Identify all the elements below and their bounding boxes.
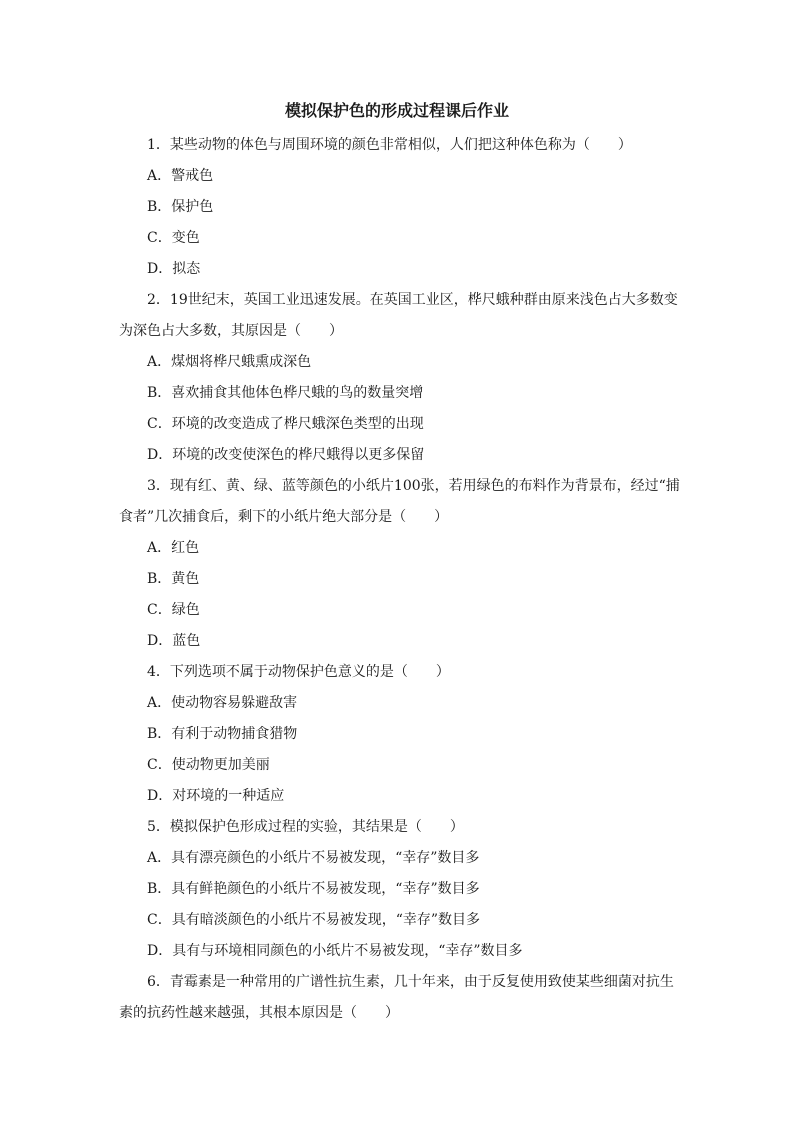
question-stem: 1．某些动物的体色与周围环境的颜色非常相似，人们把这种体色称为（ ） <box>147 137 632 153</box>
question-3 <box>119 471 683 657</box>
option-a: A．警戒色 <box>147 168 214 184</box>
option-b: B．保护色 <box>147 199 214 215</box>
option-a: A．煤烟将桦尺蛾熏成深色 <box>147 354 312 370</box>
question-5 <box>119 812 683 967</box>
option-c: C．具有暗淡颜色的小纸片不易被发现，“幸存”数目多 <box>147 912 481 928</box>
option-b: B．有利于动物捕食猎物 <box>147 726 298 742</box>
document-title: 模拟保护色的形成过程课后作业 <box>284 101 509 120</box>
option-d: D．对环境的一种适应 <box>147 788 285 804</box>
option-d: D．环境的改变使深色的桦尺蛾得以更多保留 <box>147 447 425 463</box>
question-2 <box>119 285 683 471</box>
option-b: B．喜欢捕食其他体色桦尺蛾的鸟的数量突增 <box>147 385 424 401</box>
question-4 <box>119 657 683 812</box>
option-b: B．具有鲜艳颜色的小纸片不易被发现，“幸存”数目多 <box>147 881 480 897</box>
option-c: C．使动物更加美丽 <box>147 757 270 773</box>
option-b: B．黄色 <box>147 571 200 587</box>
option-c: C．绿色 <box>147 602 200 618</box>
option-c: C．环境的改变造成了桦尺蛾深色类型的出现 <box>147 416 424 432</box>
option-a: A．红色 <box>147 540 200 556</box>
question-stem: 6．青霉素是一种常用的广谱性抗生素，几十年来，由于反复使用致使某些细菌对抗生素的抗药性越来越强，其根本原因是（ ） <box>119 974 674 1021</box>
question-stem: 2．19世纪末，英国工业迅速发展。在英国工业区，桦尺蛾种群由原来浅色占大多数变为深色占大多数，其原因是（ ） <box>119 292 678 339</box>
question-6 <box>119 967 683 1029</box>
option-a: A．具有漂亮颜色的小纸片不易被发现，“幸存”数目多 <box>147 850 480 866</box>
option-d: D．具有与环境相同颜色的小纸片不易被发现，“幸存”数目多 <box>147 943 523 959</box>
option-d: D．拟态 <box>147 261 201 277</box>
question-1 <box>119 130 683 285</box>
question-stem: 4．下列选项不属于动物保护色意义的是（ ） <box>147 664 450 680</box>
option-a: A．使动物容易躲避敌害 <box>147 695 298 711</box>
option-d: D．蓝色 <box>147 633 201 649</box>
question-stem: 5．模拟保护色形成过程的实验，其结果是（ ） <box>147 819 464 835</box>
question-list <box>119 130 683 1029</box>
option-c: C．变色 <box>147 230 200 246</box>
question-stem: 3．现有红、黄、绿、蓝等颜色的小纸片100张，若用绿色的布料作为背景布，经过“捕食者”几次捕食后，剩下的小纸片绝大部分是（ ） <box>119 478 680 525</box>
